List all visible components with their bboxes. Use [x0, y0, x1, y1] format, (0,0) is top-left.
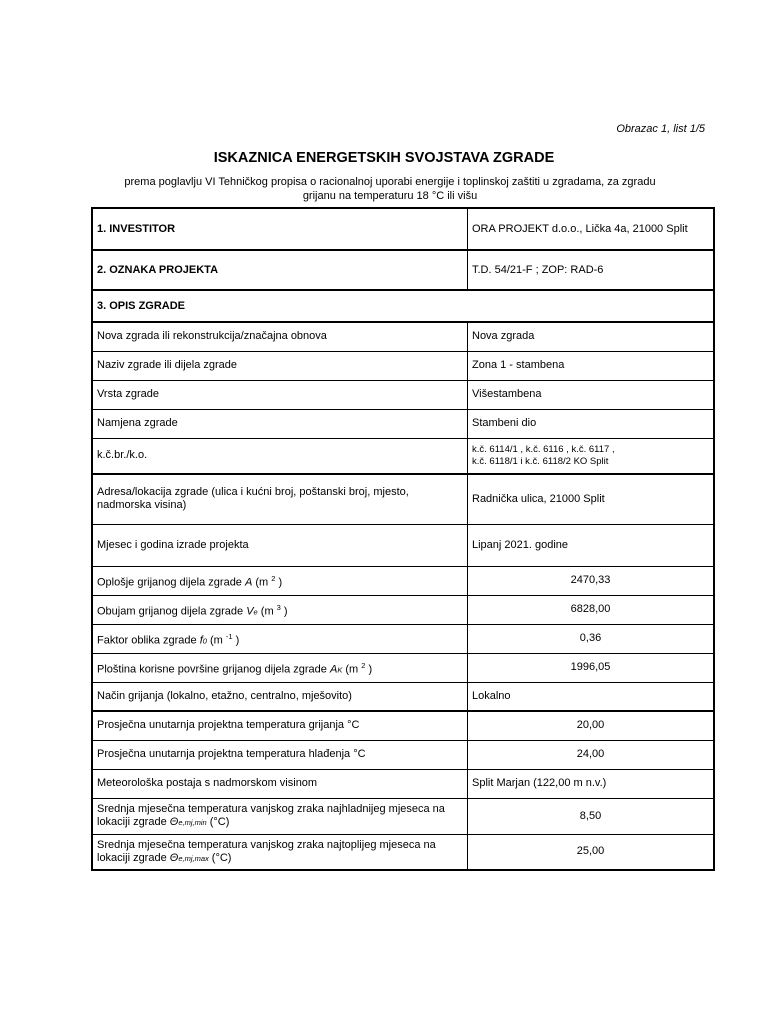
form-number: Obrazac 1, list 1/5 — [616, 123, 705, 135]
document-subtitle: prema poglavlju VI Tehničkog propisa o racionalnoj uporabi energije i toplinskoj zaštiti u zgradama, za zgradu grijanu na temperaturu 18 °C ili višu — [124, 176, 656, 202]
row-label: Faktor oblika zgrade f0 (m $^{-1}$ ) — [92, 624, 468, 653]
row-label: Naziv zgrade ili dijela zgrade — [92, 351, 468, 380]
row-value: Stambeni dio — [468, 409, 715, 438]
row-value: 8,50 — [468, 798, 715, 834]
row-value: 24,00 — [468, 740, 715, 769]
row-value: Lipanj 2021. godine — [468, 524, 715, 566]
row-value: Višestambena — [468, 380, 715, 409]
description-label: 3. OPIS ZGRADE — [92, 290, 714, 322]
row-value: 25,00 — [468, 834, 715, 870]
row-label: Ploština korisne površine grijanog dijela zgrade AK (m $^2$ ) — [92, 653, 468, 682]
row-value: 0,36 — [468, 624, 715, 653]
table-row — [92, 351, 714, 380]
investor-label: 1. INVESTITOR — [92, 208, 468, 250]
row-label: Srednja mjesečna temperatura vanjskog zraka najhladnijeg mjeseca na lokaciji zgrade Θe,mj,min (°C) — [92, 798, 468, 834]
row-label: k.č.br./k.o. — [92, 438, 468, 474]
project-label: 2. OZNAKA PROJEKTA — [92, 250, 468, 290]
table-row — [92, 524, 714, 566]
row-label: Prosječna unutarnja projektna temperatura hlađenja °C — [92, 740, 468, 769]
row-value — [468, 438, 715, 474]
row-value: 1996,05 — [468, 653, 715, 682]
table-row — [92, 250, 714, 290]
row-label: Namjena zgrade — [92, 409, 468, 438]
table-row — [92, 740, 714, 769]
table-row — [92, 624, 714, 653]
table-row — [92, 595, 714, 624]
table-row — [92, 834, 714, 870]
table-row — [92, 798, 714, 834]
table-row — [92, 653, 714, 682]
table-row — [92, 474, 714, 524]
table-row — [92, 290, 714, 322]
table-row — [92, 711, 714, 740]
row-label: Prosječna unutarnja projektna temperatura grijanja °C — [92, 711, 468, 740]
row-value: 6828,00 — [468, 595, 715, 624]
row-value: Radnička ulica, 21000 Split — [468, 474, 715, 524]
row-label: Obujam grijanog dijela zgrade Ve (m $^3$ ) — [92, 595, 468, 624]
table-row — [92, 380, 714, 409]
row-value: 2470,33 — [468, 566, 715, 595]
row-label: Adresa/lokacija zgrade (ulica i kućni broj, poštanski broj, mjesto, nadmorska visina) — [92, 474, 468, 524]
row-label: Vrsta zgrade — [92, 380, 468, 409]
row-value: Split Marjan (122,00 m n.v.) — [468, 769, 715, 798]
parcel-line-2: k.č. 6118/1 i k.č. 6118/2 KO Split — [472, 455, 609, 467]
row-label: Srednja mjesečna temperatura vanjskog zraka najtoplijeg mjeseca na lokaciji zgrade Θe,mj,max (°C) — [92, 834, 468, 870]
row-label: Oplošje grijanog dijela zgrade A (m $^2$ ) — [92, 566, 468, 595]
row-label: Nova zgrada ili rekonstrukcija/značajna obnova — [92, 322, 468, 351]
table-row — [92, 566, 714, 595]
row-label: Način grijanja (lokalno, etažno, centralno, mješovito) — [92, 682, 468, 711]
table-row — [92, 409, 714, 438]
row-label: Mjesec i godina izrade projekta — [92, 524, 468, 566]
table-row — [92, 322, 714, 351]
table-row — [92, 769, 714, 798]
energy-properties-table — [91, 207, 715, 871]
table-row — [92, 682, 714, 711]
row-value: Nova zgrada — [468, 322, 715, 351]
table-row — [92, 208, 714, 250]
row-value: Zona 1 - stambena — [468, 351, 715, 380]
table-row — [92, 438, 714, 474]
row-value: Lokalno — [468, 682, 715, 711]
investor-value: ORA PROJEKT d.o.o., Lička 4a, 21000 Split — [468, 208, 715, 250]
document-title: ISKAZNICA ENERGETSKIH SVOJSTAVA ZGRADE — [213, 150, 555, 166]
parcel-line-1: k.č. 6114/1 , k.č. 6116 , k.č. 6117 , — [472, 443, 615, 455]
row-value: 20,00 — [468, 711, 715, 740]
row-label: Meteorološka postaja s nadmorskom visinom — [92, 769, 468, 798]
project-value: T.D. 54/21-F ; ZOP: RAD-6 — [468, 250, 715, 290]
